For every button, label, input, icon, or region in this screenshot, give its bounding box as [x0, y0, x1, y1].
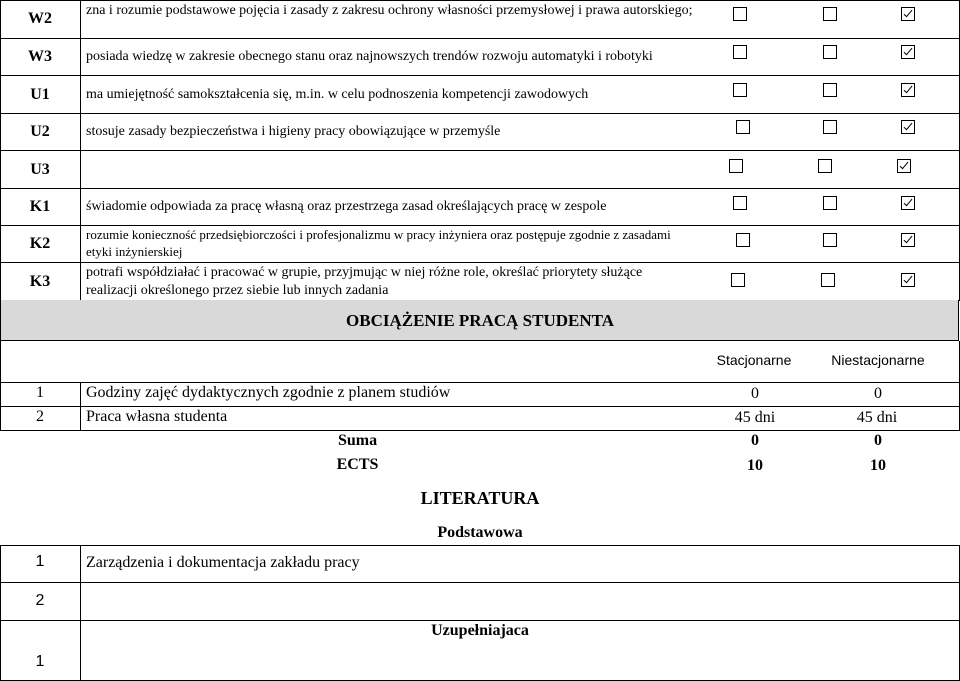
sum-part: 0 — [874, 432, 882, 449]
checkbox-6-2[interactable] — [901, 233, 915, 247]
outcome-text: rozumie konieczność przedsiębiorczości i profesjonalizmu w pracy inżyniera oraz postępuje zgodnie z zasadami etyki inżynierskiej — [86, 227, 671, 259]
checkbox-1-1[interactable] — [823, 45, 837, 59]
checkbox-3-2[interactable] — [901, 120, 915, 134]
outcome-text: potrafi współdziałać i pracować w grupie, przyjmując w niej różne role, określać priorytety służące realizacji określonego przez siebie lub innych zadania — [86, 265, 643, 298]
workload-row-full: 0 — [751, 385, 759, 402]
outcome-text: zna i rozumie podstawowe pojęcia i zasady z zakresu ochrony własności przemysłowej i prawa autorskiego; — [86, 3, 693, 18]
workload-title: OBCIĄŻENIE PRACĄ STUDENTA — [346, 311, 614, 330]
checkbox-7-1[interactable] — [821, 273, 835, 287]
outcome-code: K3 — [29, 273, 51, 290]
outcome-code: K1 — [29, 198, 51, 215]
checkbox-2-0[interactable] — [733, 83, 747, 97]
sum-full: 0 — [751, 432, 759, 449]
checkbox-5-1[interactable] — [823, 196, 837, 210]
outcome-code: U3 — [30, 161, 50, 178]
ects-full: 10 — [747, 457, 763, 474]
workload-row-part: 45 dni — [856, 409, 898, 426]
outcome-text: stosuje zasady bezpieczeństwa i higieny pracy obowiązujące w przemyśle — [86, 124, 501, 139]
outcome-code: U1 — [30, 86, 50, 103]
checkbox-6-0[interactable] — [736, 233, 750, 247]
outcome-text: posiada wiedzę w zakresie obecnego stanu oraz najnowszych trendów rozwoju automatyki i robotyki — [86, 49, 653, 64]
workload-row-num: 2 — [36, 408, 44, 425]
checkbox-0-1[interactable] — [823, 7, 837, 21]
workload-row-num: 1 — [36, 384, 44, 401]
outcome-code: W3 — [28, 48, 52, 65]
workload-row-part: 0 — [874, 385, 882, 402]
outcome-code: U2 — [30, 123, 50, 140]
ects-part: 10 — [870, 457, 886, 474]
outcome-code: W2 — [28, 10, 52, 27]
basic-literature-title: Podstawowa — [437, 524, 523, 541]
workload-row-label: Praca własna studenta — [86, 408, 228, 425]
checkbox-1-2[interactable] — [901, 45, 915, 59]
checkbox-4-0[interactable] — [729, 159, 743, 173]
supp-item-num: 1 — [35, 653, 45, 670]
checkbox-7-0[interactable] — [731, 273, 745, 287]
checkbox-7-2[interactable] — [901, 273, 915, 287]
checkbox-3-0[interactable] — [736, 120, 750, 134]
sum-label: Suma — [337, 432, 378, 449]
outcome-text: świadomie odpowiada za pracę własną oraz przestrzega zasad określających pracę w zespole — [86, 199, 607, 214]
col-header-part: Niestacjonarne — [831, 352, 925, 368]
literature-title: LITERATURA — [420, 488, 540, 508]
col-header-full: Stacjonarne — [716, 352, 792, 368]
basic-item-text: Zarządzenia i dokumentacja zakładu pracy — [86, 554, 360, 571]
workload-row-full: 45 dni — [734, 409, 776, 426]
basic-item-num: 2 — [35, 592, 45, 609]
ects-label: ECTS — [336, 456, 379, 473]
checkbox-0-2[interactable] — [901, 7, 915, 21]
workload-row-label: Godziny zajęć dydaktycznych zgodnie z planem studiów — [86, 384, 451, 401]
checkbox-4-1[interactable] — [818, 159, 832, 173]
checkbox-1-0[interactable] — [733, 45, 747, 59]
basic-item-num: 1 — [35, 553, 45, 570]
outcome-code: K2 — [29, 235, 51, 252]
checkbox-5-0[interactable] — [733, 196, 747, 210]
checkbox-0-0[interactable] — [733, 7, 747, 21]
outcome-text: ma umiejętność samokształcenia się, m.in. w celu podnoszenia kompetencji zawodowych — [86, 87, 589, 102]
checkbox-6-1[interactable] — [823, 233, 837, 247]
checkbox-2-1[interactable] — [823, 83, 837, 97]
checkbox-2-2[interactable] — [901, 83, 915, 97]
checkbox-3-1[interactable] — [823, 120, 837, 134]
supplementary-literature-title: Uzupełniajaca — [431, 622, 529, 639]
checkbox-5-2[interactable] — [901, 196, 915, 210]
checkbox-4-2[interactable] — [897, 159, 911, 173]
